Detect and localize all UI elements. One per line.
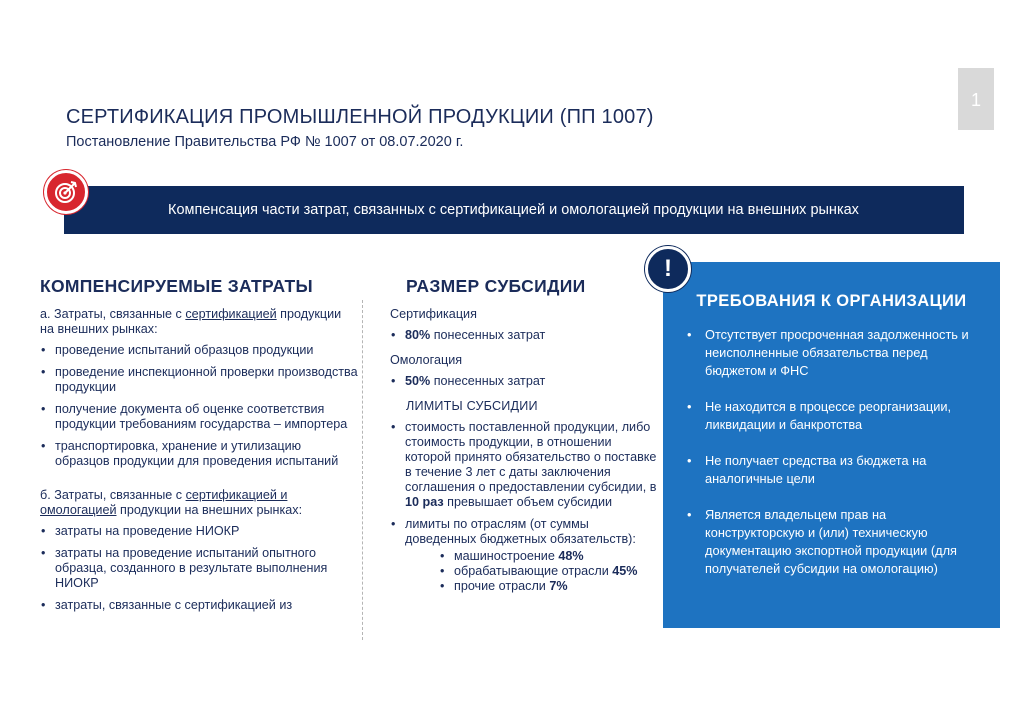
costs-b-suffix: продукции на внешних рынках: [116,503,303,517]
requirements-heading: ТРЕБОВАНИЯ К ОРГАНИЗАЦИИ [696,292,967,310]
requirements-box [663,262,1000,628]
sector-item [439,579,658,594]
costs-b-prefix: б. Затраты, связанные с [40,488,186,502]
costs-a-suffix: продукции на внешних рынках: [40,307,342,336]
banner [64,186,964,234]
costs-b-link1: сертификацией и [185,488,288,502]
sector-item [439,564,658,579]
homologation-label: Омологация [390,353,463,367]
costs-a-intro [40,307,358,337]
page-title: СЕРТИФИКАЦИЯ ПРОМЫШЛЕННОЙ ПРОДУКЦИИ (ПП 1007) [66,106,654,128]
limit2-text: лимиты по отраслям (от суммы доведенных бюджетных обязательств): [405,517,636,546]
certification-rate [390,328,658,343]
list-item: • Не получает средства из бюджета на аналогичные цели [683,452,983,488]
column-divider [362,300,363,640]
limit1-text: стоимость поставленной продукции, либо стоимость продукции, в отношении которой принято обязательство о поставке в течение 3 лет с даты заключения соглашения о предоставлении субсидии, в [405,420,657,494]
list-item: • Отсутствует просроченная задолженность и неисполненные обязательства перед бюджетом и ФНС [683,326,983,380]
costs-a-prefix: а. Затраты, связанные с [40,307,186,321]
costs-column [40,307,358,620]
subsidy-column [390,307,658,601]
list-item: • проведение инспекционной проверки производства продукции [40,365,358,395]
costs-a-list [40,343,358,469]
sector-item [439,549,658,564]
page-number: 1 [958,68,994,130]
sector-name: обрабатывающие отрасли [454,564,613,578]
limit1-bold: 10 раз [405,495,444,509]
costs-b-list [40,524,358,613]
homologation-value: 50% [405,374,431,388]
limits-list [390,420,658,594]
homologation-rest: понесенных затрат [430,374,546,388]
homologation-rate [390,374,658,389]
list-item: • затраты на проведение испытаний опытного образца, созданного в результате выполнения НИОКР [40,546,358,591]
list-item [390,420,658,510]
list-item: • Не находится в процессе реорганизации, ликвидации и банкротства [683,398,983,434]
certification-rest: понесенных затрат [430,328,546,342]
certification-value: 80% [405,328,431,342]
certification-label: Сертификация [390,307,477,321]
exclamation-icon: ! [645,246,691,292]
target-icon [44,170,88,214]
sector-value: 7% [549,579,568,593]
costs-b-intro [40,488,358,518]
costs-b-link2: омологацией [40,503,117,517]
list-item [390,517,658,594]
page-subtitle: Постановление Правительства РФ № 1007 от 08.07.2020 г. [66,134,464,150]
list-item: • транспортировка, хранение и утилизацию образцов продукции для проведения испытаний [40,439,358,469]
banner-text: Компенсация части затрат, связанных с сертификацией и омологацией продукции на внешних рынках [168,202,859,218]
list-item: • затраты на проведение НИОКР [40,524,358,539]
sector-value: 48% [558,549,584,563]
costs-heading: КОМПЕНСИРУЕМЫЕ ЗАТРАТЫ [40,276,313,296]
sector-value: 45% [612,564,638,578]
subsidy-heading: РАЗМЕР СУБСИДИИ [406,276,586,296]
list-item: • Является владельцем прав на конструкторскую и (или) техническую документацию экспортной продукции (для получателей субсидии на омологацию) [683,506,983,578]
limit1-end: превышает объем субсидии [443,495,613,509]
requirements-list [683,326,983,596]
list-item: • проведение испытаний образцов продукции [40,343,358,358]
limits-title: ЛИМИТЫ СУБСИДИИ [406,399,538,413]
list-item: • затраты, связанные с сертификацией из [40,598,358,613]
list-item: • получение документа об оценке соответствия продукции требованиям государства – импортера [40,402,358,432]
costs-a-link: сертификацией [185,307,277,321]
sector-name: прочие отрасли [454,579,550,593]
sector-list [439,549,658,594]
sector-name: машиностроение [454,549,559,563]
